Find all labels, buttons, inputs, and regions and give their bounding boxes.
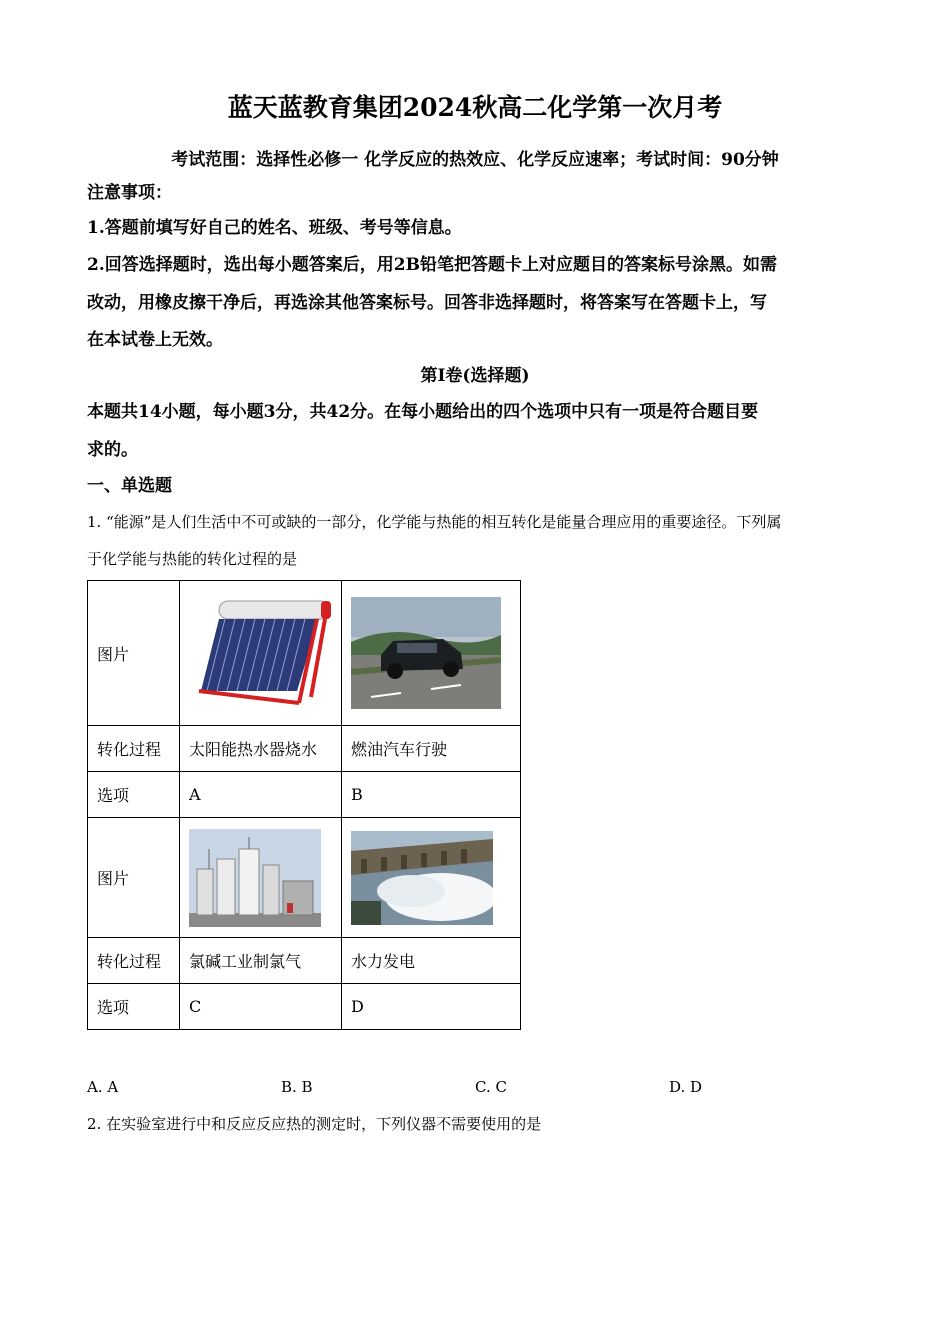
car-image bbox=[342, 581, 521, 726]
row-label-process: 转化过程 bbox=[88, 726, 180, 772]
section-desc-line-2: 求的。 bbox=[87, 440, 138, 460]
row-label-picture: 图片 bbox=[88, 581, 180, 726]
row-label-option: 选项 bbox=[88, 772, 180, 818]
exam-title: 蓝天蓝教育集团2024秋高二化学第一次月考 bbox=[227, 93, 723, 122]
option-b: B bbox=[342, 772, 521, 818]
exam-subtitle: 考试范围：选择性必修一 化学反应的热效应、化学反应速率；考试时间：90分钟 bbox=[171, 150, 779, 170]
solar-heater-icon bbox=[189, 593, 332, 713]
section-desc-line-1: 本题共14小题，每小题3分，共42分。在每小题给出的四个选项中只有一项是符合题目要 bbox=[87, 402, 759, 422]
option-a: A bbox=[180, 772, 342, 818]
q2-stem: 2. 在实验室进行中和反应反应热的测定时，下列仪器不需要使用的是 bbox=[87, 1115, 542, 1133]
choice-d[interactable]: D. D bbox=[669, 1078, 703, 1096]
q1-stem-line-1: 1. “能源”是人们生活中不可或缺的一部分，化学能与热能的相互转化是能量合理应用的重要途径。下列属 bbox=[87, 513, 782, 531]
notice-item-2-line-1: 2.回答选择题时，选出每小题答案后，用2B铅笔把答题卡上对应题目的答案标号涂黑。如需 bbox=[87, 255, 777, 275]
row-label-picture-2: 图片 bbox=[88, 818, 180, 938]
option-c: C bbox=[180, 984, 342, 1030]
choice-a[interactable]: A. A bbox=[87, 1078, 119, 1096]
solar-heater-image bbox=[180, 581, 342, 726]
q1-options-table bbox=[87, 580, 521, 1030]
section-title: 第I卷(选择题) bbox=[420, 366, 530, 386]
factory-icon bbox=[189, 829, 321, 927]
notice-item-2-line-3: 在本试卷上无效。 bbox=[87, 330, 223, 350]
notice-item-2-line-2: 改动，用橡皮擦干净后，再选涂其他答案标号。回答非选择题时，将答案写在答题卡上，写 bbox=[87, 293, 767, 313]
choice-c[interactable]: C. C bbox=[475, 1078, 507, 1096]
dam-icon bbox=[351, 831, 493, 925]
process-d: 水力发电 bbox=[342, 938, 521, 984]
notice-heading: 注意事项： bbox=[87, 183, 172, 203]
choice-b[interactable]: B. B bbox=[281, 1078, 313, 1096]
notice-item-1: 1.答题前填写好自己的姓名、班级、考号等信息。 bbox=[87, 218, 462, 238]
chlor-alkali-plant-image bbox=[180, 818, 342, 938]
option-d: D bbox=[342, 984, 521, 1030]
process-b: 燃油汽车行驶 bbox=[342, 726, 521, 772]
row-label-option-2: 选项 bbox=[88, 984, 180, 1030]
q1-stem-line-2: 于化学能与热能的转化过程的是 bbox=[87, 550, 298, 568]
part-heading: 一、单选题 bbox=[87, 476, 172, 496]
hydropower-image bbox=[342, 818, 521, 938]
process-c: 氯碱工业制氯气 bbox=[180, 938, 342, 984]
car-icon bbox=[351, 597, 501, 709]
process-a: 太阳能热水器烧水 bbox=[180, 726, 342, 772]
row-label-process-2: 转化过程 bbox=[88, 938, 180, 984]
